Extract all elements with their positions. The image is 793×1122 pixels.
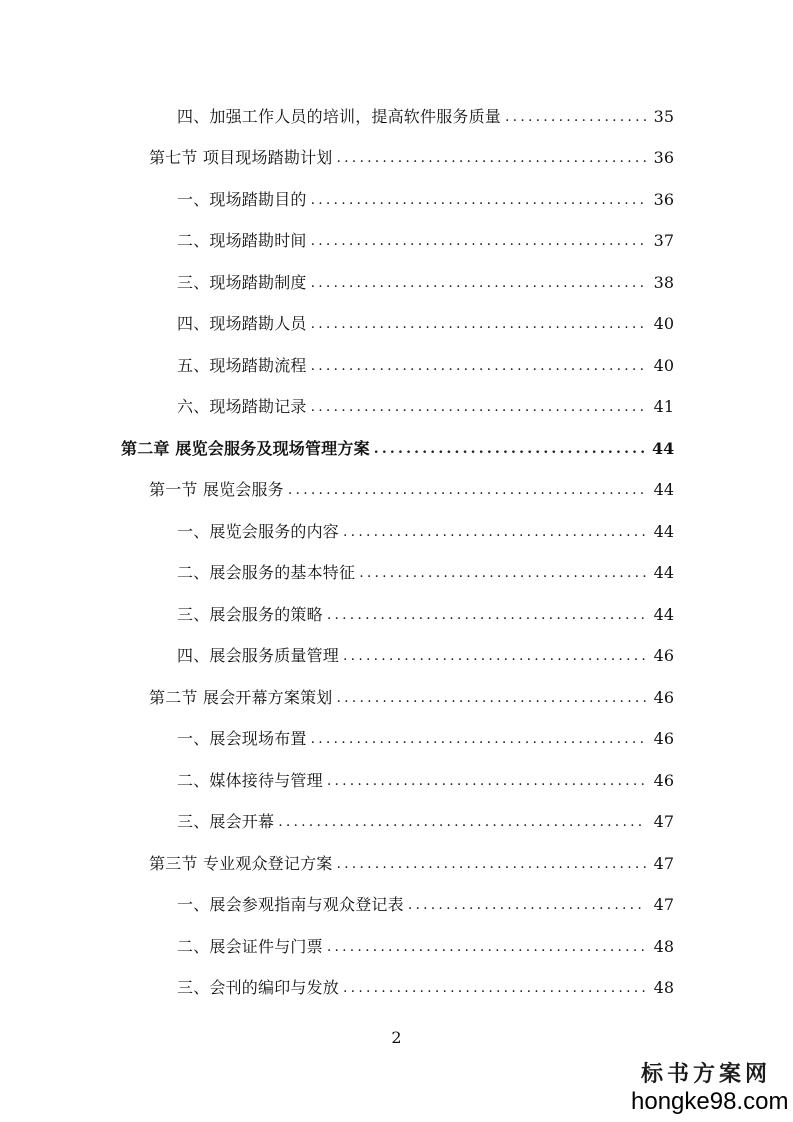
watermark-chinese-name: 标书方案网	[640, 1061, 771, 1087]
toc-entry-title: 三、展会开幕	[177, 812, 275, 832]
toc-entry[interactable]	[0, 262, 793, 304]
toc-entry-title: 六、现场踏勘记录	[177, 397, 307, 417]
toc-entry-title: 二、媒体接待与管理	[177, 770, 323, 790]
toc-entry-page: 40	[653, 355, 674, 375]
toc-entry[interactable]	[0, 179, 793, 221]
toc-entry[interactable]	[0, 843, 793, 885]
toc-dot-leader	[278, 812, 646, 832]
toc-entry-title: 一、展览会服务的内容	[177, 521, 340, 541]
toc-entry-page: 47	[653, 812, 674, 832]
toc-entry-title: 三、会刊的编印与发放	[177, 978, 340, 998]
site-watermark	[631, 1060, 789, 1116]
toc-dot-leader	[311, 273, 646, 293]
toc-entry-page: 36	[653, 148, 674, 168]
toc-dot-leader	[337, 688, 647, 708]
toc-dot-leader	[311, 397, 646, 417]
toc-dot-leader	[311, 356, 646, 376]
toc-dot-leader	[327, 937, 646, 957]
toc-dot-leader	[408, 895, 646, 915]
toc-dot-leader	[311, 231, 646, 251]
toc-entry[interactable]	[0, 968, 793, 1010]
toc-entry-title: 第七节 项目现场踏勘计划	[149, 148, 333, 168]
toc-entry[interactable]	[0, 345, 793, 387]
toc-entry-page: 44	[653, 521, 674, 541]
toc-entry-page: 47	[653, 895, 674, 915]
toc-entry-page: 48	[653, 978, 674, 998]
toc-entry-title: 一、展会现场布置	[177, 729, 307, 749]
toc-entry-page: 48	[653, 936, 674, 956]
toc-entry-page: 47	[653, 853, 674, 873]
toc-entry-title: 第二节 展会开幕方案策划	[149, 687, 333, 707]
toc-dot-leader	[311, 729, 646, 749]
toc-chapter-entry[interactable]	[0, 428, 793, 470]
toc-entry-title: 二、现场踏勘时间	[177, 231, 307, 251]
toc-entry[interactable]	[0, 677, 793, 719]
toc-dot-leader	[343, 978, 646, 998]
toc-entry-title: 第一节 展览会服务	[149, 480, 284, 500]
toc-entry-title: 二、展会证件与门票	[177, 936, 323, 956]
toc-entry-page: 36	[653, 189, 674, 209]
toc-entry[interactable]	[0, 885, 793, 927]
toc-dot-leader	[337, 148, 647, 168]
toc-entry[interactable]	[0, 760, 793, 802]
toc-dot-leader	[288, 480, 646, 500]
toc-entry-page: 38	[653, 272, 674, 292]
toc-entry-title: 第二章 展览会服务及现场管理方案	[121, 438, 370, 458]
toc-dot-leader	[343, 522, 646, 542]
toc-entry-page: 46	[653, 646, 674, 666]
toc-entry[interactable]	[0, 636, 793, 678]
toc-entry[interactable]	[0, 926, 793, 968]
toc-entry[interactable]	[0, 470, 793, 512]
toc-entry-page: 46	[653, 770, 674, 790]
toc-entry-page: 35	[653, 106, 674, 126]
toc-entry[interactable]	[0, 96, 793, 138]
toc-entry-title: 四、加强工作人员的培训，提高软件服务质量	[177, 106, 502, 126]
toc-entry-title: 三、现场踏勘制度	[177, 272, 307, 292]
toc-dot-leader	[505, 107, 646, 127]
toc-entry[interactable]	[0, 387, 793, 429]
toc-entry-page: 40	[653, 314, 674, 334]
toc-entry[interactable]	[0, 138, 793, 180]
toc-entry-page: 46	[653, 729, 674, 749]
toc-entry-page: 41	[653, 397, 674, 417]
toc-dot-leader	[311, 190, 646, 210]
toc-entry[interactable]	[0, 221, 793, 263]
toc-entry-title: 一、现场踏勘目的	[177, 189, 307, 209]
toc-entry-title: 四、现场踏勘人员	[177, 314, 307, 334]
toc-entry-title: 五、现场踏勘流程	[177, 355, 307, 375]
toc-dot-leader	[337, 854, 647, 874]
toc-dot-leader	[311, 314, 646, 334]
toc-entry-page: 46	[653, 687, 674, 707]
toc-entry-page: 44	[653, 604, 674, 624]
toc-entry-page: 44	[653, 563, 674, 583]
toc-entry[interactable]	[0, 304, 793, 346]
toc-entry-page: 44	[652, 438, 675, 458]
toc-dot-leader	[343, 646, 646, 666]
table-of-contents	[0, 96, 793, 1009]
toc-entry-title: 四、展会服务质量管理	[177, 646, 340, 666]
toc-entry[interactable]	[0, 553, 793, 595]
toc-dot-leader	[374, 439, 646, 459]
toc-entry-title: 一、展会参观指南与观众登记表	[177, 895, 404, 915]
toc-entry-title: 二、展会服务的基本特征	[177, 563, 356, 583]
toc-dot-leader	[327, 771, 646, 791]
toc-dot-leader	[359, 563, 646, 583]
watermark-domain: hongke98.com	[631, 1088, 789, 1115]
toc-entry[interactable]	[0, 802, 793, 844]
toc-entry[interactable]	[0, 594, 793, 636]
toc-entry-page: 37	[653, 231, 674, 251]
toc-dot-leader	[327, 605, 646, 625]
page-number: 2	[391, 1028, 402, 1047]
toc-entry-page: 44	[653, 480, 674, 500]
toc-entry-title: 第三节 专业观众登记方案	[149, 853, 333, 873]
toc-entry[interactable]	[0, 511, 793, 553]
toc-entry[interactable]	[0, 719, 793, 761]
toc-entry-title: 三、展会服务的策略	[177, 604, 323, 624]
